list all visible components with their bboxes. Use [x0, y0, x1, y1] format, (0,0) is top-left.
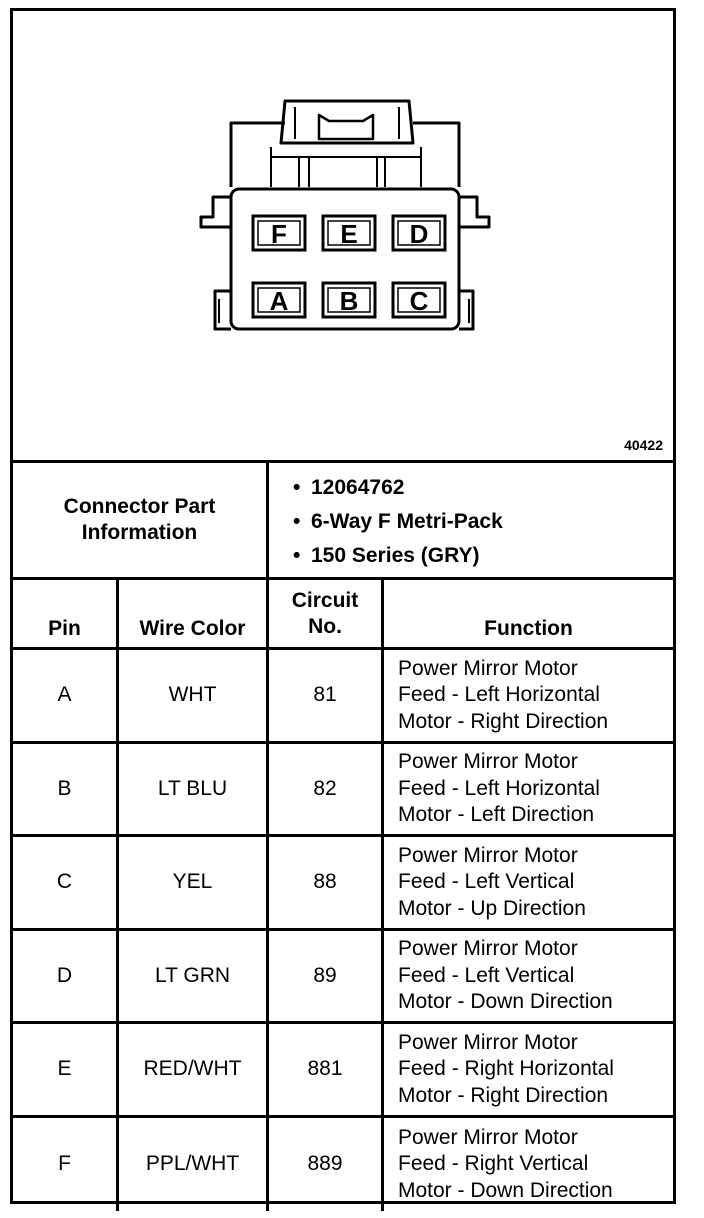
cell-function: Power Mirror Motor Feed - Left Horizontal Motor - Left Direction — [398, 750, 600, 826]
header-function: Function — [484, 617, 573, 640]
left-latch — [201, 197, 231, 227]
cell-wire-color: YEL — [119, 837, 269, 928]
cell-wire-color: WHT — [119, 650, 269, 741]
cell-function: Power Mirror Motor Feed - Right Vertical Motor - Down Direction — [398, 1125, 613, 1202]
cell-circuit: 88 — [269, 837, 384, 928]
header-pin: Pin — [13, 580, 119, 647]
pin-label: D — [409, 219, 429, 249]
cell-wire-color: LT GRN — [119, 931, 269, 1022]
cell-pin: C — [13, 837, 119, 928]
pin-cavity-e — [323, 216, 375, 250]
pin-label: E — [340, 219, 358, 249]
cell-pin: A — [13, 650, 119, 741]
cell-wire-color: RED/WHT — [119, 1024, 269, 1115]
cell-wire-color: LT BLU — [119, 744, 269, 835]
header-circuit: Circuit No. — [269, 580, 384, 647]
cell-pin: F — [13, 1118, 119, 1212]
connector-type: • 6-Way F Metri-Pack — [269, 505, 673, 539]
connector-series: • 150 Series (GRY) — [269, 539, 673, 573]
cell-pin: D — [13, 931, 119, 1022]
header-wire-color: Wire Color — [119, 580, 269, 647]
cell-pin: B — [13, 744, 119, 835]
connector-diagram — [13, 11, 673, 463]
table-header — [13, 580, 673, 650]
connector-shroud — [231, 123, 459, 187]
pin-cavity-c — [393, 283, 445, 317]
cell-circuit: 889 — [269, 1118, 384, 1212]
connector-part-info — [13, 463, 673, 580]
cell-circuit: 81 — [269, 650, 384, 741]
table-row — [13, 837, 673, 931]
pin-cavity-a — [253, 283, 305, 317]
pin-label: A — [269, 286, 289, 316]
pin-label: B — [339, 286, 359, 316]
connector-part-info-label: Connector Part Information — [13, 463, 269, 577]
table-row — [13, 1024, 673, 1118]
part-number: • 12064762 — [269, 471, 673, 505]
cell-pin: E — [13, 1024, 119, 1115]
table-row — [13, 650, 673, 744]
cell-circuit: 82 — [269, 744, 384, 835]
connector-part-info-list — [269, 471, 673, 573]
connector-sheet — [10, 8, 676, 1204]
table-row — [13, 1118, 673, 1212]
table-row — [13, 744, 673, 838]
right-latch — [459, 197, 489, 227]
cell-function: Power Mirror Motor Feed - Left Vertical Motor - Up Direction — [398, 843, 586, 920]
pin-label: C — [409, 286, 429, 316]
pin-cavity-d — [393, 216, 445, 250]
cell-circuit: 89 — [269, 931, 384, 1022]
cell-function: Power Mirror Motor Feed - Left Vertical Motor - Down Direction — [398, 937, 613, 1013]
cell-wire-color: PPL/WHT — [119, 1118, 269, 1212]
table-row — [13, 931, 673, 1025]
pin-label: F — [271, 219, 287, 249]
pin-cavity-f — [253, 216, 305, 250]
pin-cavity-b — [323, 283, 375, 317]
cell-function: Power Mirror Motor Feed - Left Horizontal Motor - Right Direction — [398, 656, 609, 733]
figure-number: 40422 — [624, 437, 663, 453]
connector-drawing — [13, 11, 673, 460]
pin-cavities — [253, 216, 445, 317]
cell-function: Power Mirror Motor Feed - Right Horizontal Motor - Right Direction — [398, 1030, 614, 1107]
cell-circuit: 881 — [269, 1024, 384, 1115]
